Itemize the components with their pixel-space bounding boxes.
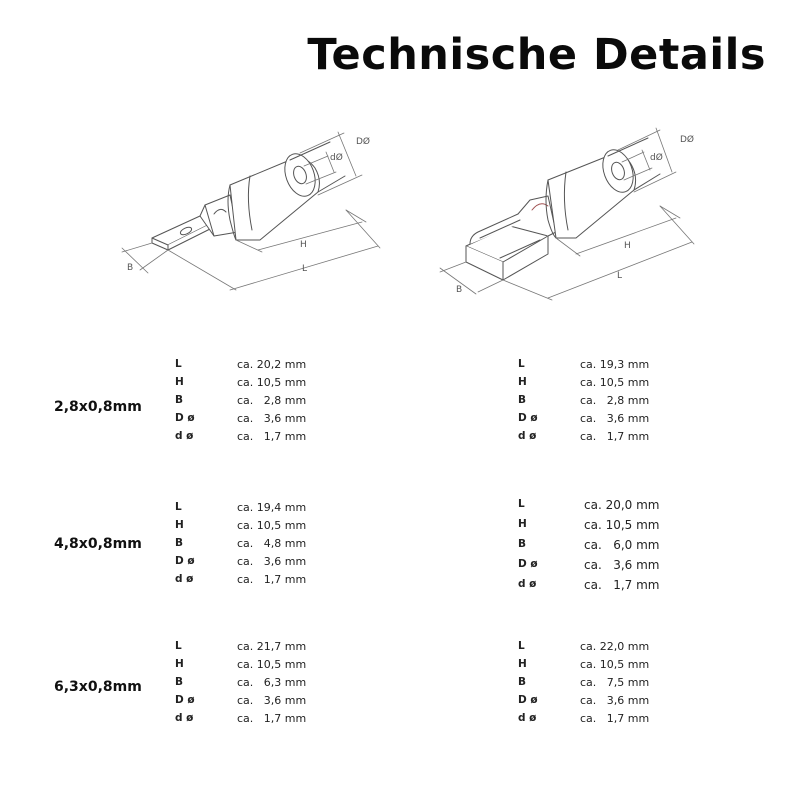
- spec-key: H: [518, 376, 527, 388]
- spec-key: H: [175, 376, 184, 388]
- spec-value: ca. 6,3 mm: [237, 676, 307, 689]
- spec-key: d ø: [518, 578, 537, 590]
- spec-key: D ø: [518, 412, 538, 424]
- female-label-d: dØ: [650, 153, 663, 163]
- spec-key: d ø: [175, 430, 194, 442]
- spec-value: ca. 20,2 mm: [237, 358, 307, 371]
- spec-key: d ø: [175, 573, 194, 585]
- spec-value: ca. 7,5 mm: [580, 676, 650, 689]
- spec-key: B: [175, 676, 184, 688]
- size-label-2-8: 2,8x0,8mm: [54, 399, 142, 415]
- spec-value: ca. 22,0 mm: [580, 640, 650, 653]
- spec-value: ca. 3,6 mm: [237, 412, 307, 425]
- spec-key: L: [518, 640, 525, 652]
- male-connector-drawing: [122, 132, 380, 290]
- spec-key: H: [518, 658, 527, 670]
- male-label-L: L: [302, 264, 308, 274]
- spec-key: L: [175, 640, 182, 652]
- male-label-D: DØ: [356, 137, 371, 147]
- spec-value: ca. 1,7 mm: [237, 573, 307, 586]
- spec-key: B: [175, 394, 184, 406]
- spec-value: ca. 10,5 mm: [237, 658, 307, 671]
- spec-key: B: [518, 538, 527, 550]
- page-title: Technische Details: [307, 30, 766, 80]
- size-label-6-3: 6,3x0,8mm: [54, 679, 142, 695]
- spec-value: ca. 3,6 mm: [237, 694, 307, 707]
- spec-value: ca. 3,6 mm: [580, 694, 650, 707]
- spec-key: H: [175, 658, 184, 670]
- spec-value: ca. 10,5 mm: [580, 658, 650, 671]
- spec-key: H: [518, 518, 527, 530]
- spec-key: d ø: [518, 430, 537, 442]
- female-label-B: B: [456, 285, 463, 295]
- size-label-4-8: 4,8x0,8mm: [54, 536, 142, 552]
- spec-value: ca. 3,6 mm: [580, 412, 650, 425]
- technical-drawings: [0, 0, 800, 330]
- spec-value: ca. 1,7 mm: [584, 578, 660, 592]
- spec-value: ca. 10,5 mm: [580, 376, 650, 389]
- spec-key: d ø: [175, 712, 194, 724]
- female-label-D: DØ: [680, 135, 695, 145]
- spec-key: D ø: [518, 694, 538, 706]
- spec-value: ca. 1,7 mm: [237, 712, 307, 725]
- female-connector-drawing: [440, 128, 694, 300]
- spec-key: L: [175, 358, 182, 370]
- spec-value: ca. 3,6 mm: [237, 555, 307, 568]
- spec-value: ca. 19,4 mm: [237, 501, 307, 514]
- spec-value: ca. 3,6 mm: [584, 558, 660, 572]
- spec-value: ca. 2,8 mm: [580, 394, 650, 407]
- spec-value: ca. 10,5 mm: [584, 518, 660, 532]
- male-label-B: B: [127, 263, 134, 273]
- spec-key: H: [175, 519, 184, 531]
- male-label-H: H: [300, 240, 307, 250]
- spec-value: ca. 1,7 mm: [580, 430, 650, 443]
- spec-value: ca. 10,5 mm: [237, 519, 307, 532]
- spec-value: ca. 2,8 mm: [237, 394, 307, 407]
- spec-value: ca. 19,3 mm: [580, 358, 650, 371]
- spec-key: B: [175, 537, 184, 549]
- spec-value: ca. 10,5 mm: [237, 376, 307, 389]
- spec-key: D ø: [518, 558, 538, 570]
- spec-value: ca. 1,7 mm: [580, 712, 650, 725]
- female-label-L: L: [617, 271, 623, 281]
- spec-key: D ø: [175, 412, 195, 424]
- spec-key: B: [518, 676, 527, 688]
- female-label-H: H: [624, 241, 631, 251]
- spec-key: D ø: [175, 555, 195, 567]
- spec-value: ca. 6,0 mm: [584, 538, 660, 552]
- spec-key: L: [518, 498, 525, 510]
- male-label-d: dØ: [330, 153, 343, 163]
- spec-value: ca. 1,7 mm: [237, 430, 307, 443]
- spec-key: d ø: [518, 712, 537, 724]
- spec-key: D ø: [175, 694, 195, 706]
- spec-value: ca. 20,0 mm: [584, 498, 660, 512]
- spec-key: B: [518, 394, 527, 406]
- spec-key: L: [518, 358, 525, 370]
- spec-value: ca. 21,7 mm: [237, 640, 307, 653]
- spec-key: L: [175, 501, 182, 513]
- spec-value: ca. 4,8 mm: [237, 537, 307, 550]
